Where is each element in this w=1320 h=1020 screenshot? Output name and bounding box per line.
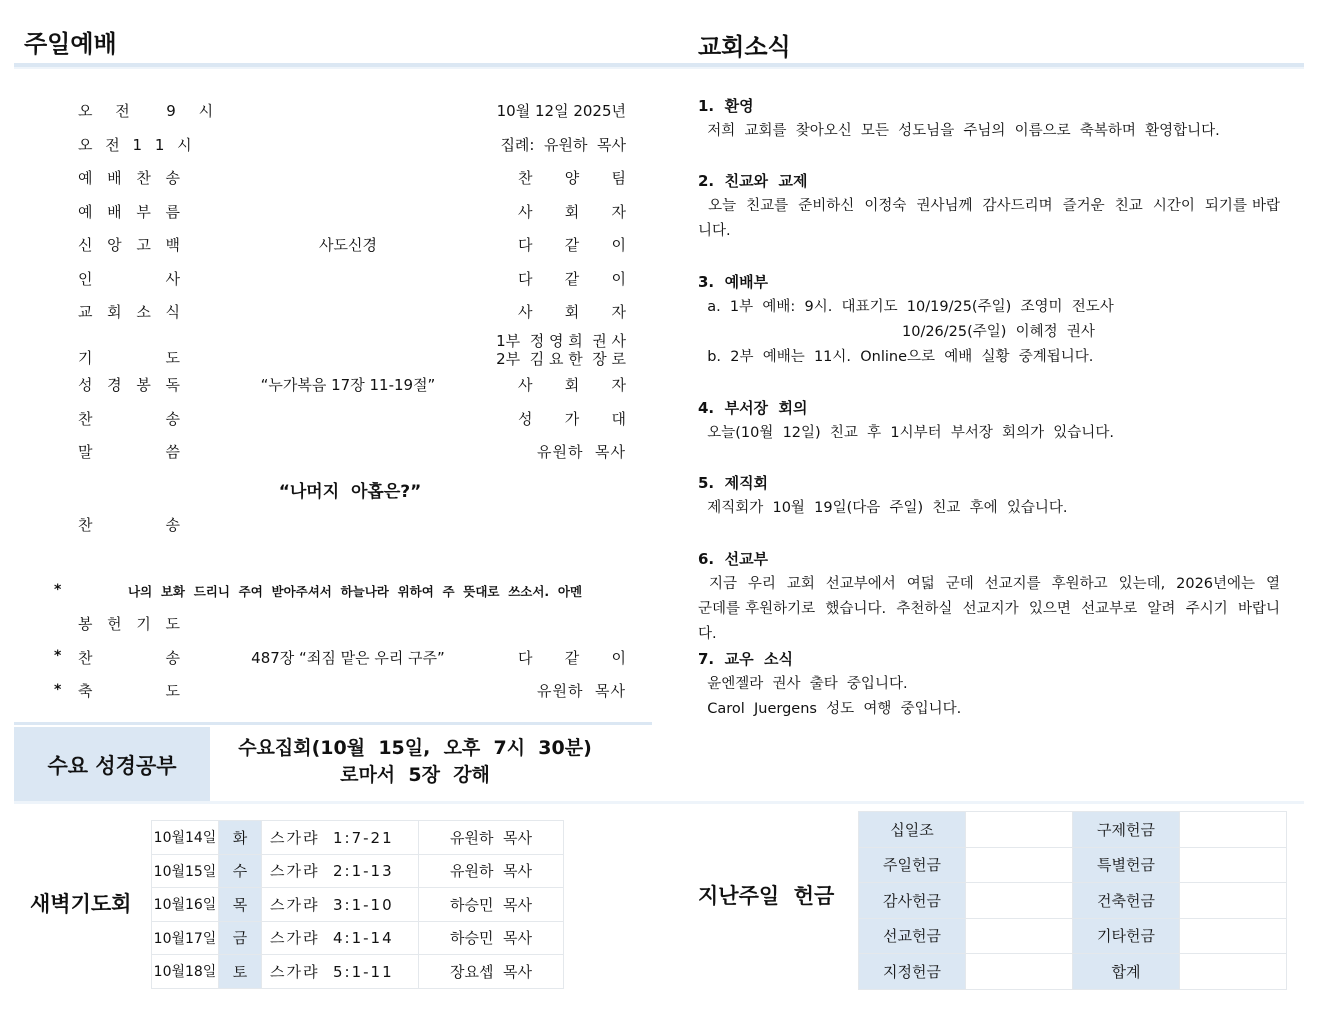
news-text: 10/26/25(주일) 이혜정 권사: [902, 324, 1095, 340]
dawn-prayer-label: 새벽기도회: [30, 892, 132, 916]
worship-item-closing-hymn: [78, 647, 626, 671]
offering-category: 합계: [1073, 954, 1180, 990]
dawn-weekday: 목: [219, 888, 262, 922]
benediction-leader: 유원하 목사: [537, 682, 626, 700]
offering-category: 선교헌금: [859, 918, 966, 954]
section-divider: [14, 801, 1304, 804]
news-text: 윤엔젤라 권사 출타 중입니다.: [698, 676, 908, 692]
dawn-prayer-table: [151, 820, 564, 989]
worship-item-leader: 찬 양 팀: [518, 169, 626, 187]
worship-time-row-2: [78, 134, 626, 158]
dawn-scripture: 스가랴 5:1-11: [262, 955, 419, 989]
prayer-leader-2: 2부 김 요 한 장 로: [496, 350, 626, 368]
wednesday-line-2: 로마서 5장 강해: [340, 764, 490, 786]
presider: 집례: 유원하 목사: [500, 136, 626, 154]
news-heading: 5. 제직회: [698, 474, 769, 492]
news-text: 저희 교회를 찾아오신 모든 성도님을 주님의 이름으로 축복하며 환영합니다.: [698, 123, 1220, 139]
wednesday-details: [210, 735, 620, 789]
news-heading: 4. 부서장 회의: [698, 399, 808, 417]
wednesday-line-1: 수요집회(10월 15일, 오후 7시 30분): [238, 737, 592, 759]
closing-hymn-title: 487장 “죄짐 맡은 우리 구주”: [251, 649, 445, 667]
worship-item-row: [78, 301, 626, 325]
news-item: [698, 94, 1280, 144]
news-item: [698, 396, 1280, 446]
offering-amount: [1180, 847, 1287, 883]
wednesday-label: 수요 성경공부: [14, 727, 210, 803]
offering-amount: [1180, 812, 1287, 848]
offering-category: 구제헌금: [1073, 812, 1180, 848]
table-row: [152, 888, 564, 922]
dawn-weekday: 화: [219, 821, 262, 855]
offering-amount: [1180, 918, 1287, 954]
offering-category: 지정헌금: [859, 954, 966, 990]
worship-time-row-1: [78, 100, 626, 124]
offering-label: 지난주일 헌금: [698, 884, 835, 908]
dawn-pastor: 하승민 목사: [419, 921, 564, 955]
worship-item-detail: 사도신경: [319, 236, 377, 255]
table-row: [152, 854, 564, 888]
prayer-leader-1: 1부 정 영 희 권 사: [496, 332, 626, 350]
worship-item-row: [78, 201, 626, 225]
worship-item-label: 예 배 부 름: [78, 202, 180, 221]
dawn-date: 10월16일: [152, 888, 219, 922]
dawn-weekday: 토: [219, 955, 262, 989]
sermon-title: “나머지 아홉은?”: [278, 482, 422, 502]
worship-item-label: 찬 송: [78, 649, 180, 667]
news-item: [698, 547, 1290, 647]
offering-amount: [966, 847, 1073, 883]
service-time-11am: 오 전 1 1 시: [78, 136, 196, 154]
offering-category: 주일헌금: [859, 847, 966, 883]
worship-section-title: 주일예배: [24, 30, 117, 58]
dawn-pastor: 유원하 목사: [419, 854, 564, 888]
worship-item-label: 기 도: [78, 349, 180, 367]
worship-item-leader: 성 가 대: [518, 409, 626, 428]
offering-amount: [966, 954, 1073, 990]
dawn-date: 10월18일: [152, 955, 219, 989]
offering-amount: [966, 918, 1073, 954]
header-divider-shadow: [14, 67, 1304, 69]
worship-item-leader: 사 회 자: [518, 376, 626, 394]
news-text: b. 2부 예배는 11시. Online으로 예배 실황 중계됩니다.: [698, 349, 1094, 365]
news-text: 지금 우리 교회 선교부에서 여덟 군데 선교지를 후원하고 있는데, 2026년에는 열 군데를 후원하기로 했습니다. 추천하실 선교지가 있으면 선교부로 알려 주시기 바랍니다.: [698, 576, 1290, 642]
table-row: [152, 955, 564, 989]
preacher: 유원하 목사: [537, 443, 626, 461]
offering-category: 기타헌금: [1073, 918, 1180, 954]
table-row: [859, 954, 1287, 990]
worship-item-label: 성 경 봉 독: [78, 376, 180, 394]
offering-category: 십일조: [859, 812, 966, 848]
worship-item-leader: 사 회 자: [518, 202, 626, 221]
dawn-scripture: 스가랴 2:1-13: [262, 854, 419, 888]
worship-item-row: [78, 408, 626, 432]
worship-item-label: 찬 송: [78, 409, 180, 428]
offering-prayer-text: 나의 보화 드리니 주여 받아주셔서 하늘나라 위하여 주 뜻대로 쓰소서. 아멘: [128, 584, 583, 599]
news-text: Carol Juergens 성도 여행 중입니다.: [698, 701, 962, 717]
offering-table: [858, 811, 1287, 990]
dawn-pastor: 장요셉 목사: [419, 955, 564, 989]
worship-item-label: 교 회 소 식: [78, 303, 180, 322]
news-text: 오늘 친교를 준비하신 이정숙 권사님께 감사드리며 즐거운 친교 시간이 되기를 바랍니다.: [698, 198, 1281, 239]
news-heading: 1. 환영: [698, 97, 754, 115]
worship-item-sermon: [78, 441, 626, 465]
worship-item-row: [78, 268, 626, 292]
news-heading: 7. 교우 소식: [698, 650, 793, 668]
dawn-pastor: 하승민 목사: [419, 888, 564, 922]
dawn-date: 10월17일: [152, 921, 219, 955]
news-text: a. 1부 예배: 9시. 대표기도 10/19/25(주일) 조영미 전도사: [698, 299, 1114, 315]
dawn-weekday: 금: [219, 921, 262, 955]
dawn-pastor: 유원하 목사: [419, 821, 564, 855]
table-row: [152, 821, 564, 855]
news-text: 제직회가 10월 19일(다음 주일) 친교 후에 있습니다.: [698, 500, 1068, 516]
news-section-title: 교회소식: [698, 33, 791, 61]
worship-item-benediction: [78, 680, 626, 704]
offering-category: 건축헌금: [1073, 883, 1180, 919]
news-heading: 2. 친교와 교제: [698, 172, 808, 190]
news-heading: 6. 선교부: [698, 550, 769, 568]
worship-item-label: 찬 송: [78, 516, 180, 534]
worship-item-label: 예 배 찬 송: [78, 169, 180, 187]
offering-amount: [1180, 954, 1287, 990]
offering-amount: [1180, 883, 1287, 919]
news-text: 오늘(10월 12일) 친교 후 1시부터 부서장 회의가 있습니다.: [698, 425, 1114, 441]
dawn-scripture: 스가랴 1:7-21: [262, 821, 419, 855]
service-date: 10월 12일 2025년: [496, 102, 626, 120]
stand-marker: *: [54, 682, 62, 698]
offering-category: 감사헌금: [859, 883, 966, 919]
stand-marker: *: [54, 582, 62, 598]
worship-item-row: [78, 234, 626, 258]
news-item: [698, 270, 1280, 370]
dawn-weekday: 수: [219, 854, 262, 888]
worship-item-leader: 다 같 이: [518, 649, 626, 667]
stand-marker: *: [54, 648, 62, 664]
table-row: [859, 847, 1287, 883]
service-time-9am: 오 전 9 시: [78, 102, 223, 120]
news-item: [698, 471, 1280, 521]
table-row: [152, 921, 564, 955]
table-row: [859, 812, 1287, 848]
worship-item-prayer: [78, 332, 626, 379]
dawn-date: 10월14일: [152, 821, 219, 855]
worship-item-label: 봉 헌 기 도: [78, 615, 180, 633]
worship-item-label: 신 앙 고 백: [78, 236, 180, 255]
news-item: [698, 169, 1280, 244]
offering-amount: [966, 883, 1073, 919]
news-item: [698, 647, 1280, 722]
worship-item-detail: “누가복음 17장 11-19절”: [260, 376, 436, 394]
worship-item-leader: 다 같 이: [518, 269, 626, 288]
worship-item-row: [78, 374, 626, 398]
offering-category: 특별헌금: [1073, 847, 1180, 883]
dawn-scripture: 스가랴 3:1-10: [262, 888, 419, 922]
dawn-date: 10월15일: [152, 854, 219, 888]
worship-item-label: 축 도: [78, 682, 180, 700]
offering-amount: [966, 812, 1073, 848]
table-row: [859, 918, 1287, 954]
dawn-scripture: 스가랴 4:1-14: [262, 921, 419, 955]
news-heading: 3. 예배부: [698, 273, 769, 291]
worship-item-row: [78, 167, 626, 191]
worship-item-label: 인 사: [78, 269, 180, 288]
worship-item-leader: 다 같 이: [518, 236, 626, 255]
table-row: [859, 883, 1287, 919]
wednesday-divider: [14, 722, 652, 725]
worship-item-label: 말 씀: [78, 443, 180, 461]
worship-item-hymn: [78, 514, 626, 538]
worship-item-offering-prayer: [78, 613, 626, 637]
worship-item-leader: 사 회 자: [518, 303, 626, 322]
